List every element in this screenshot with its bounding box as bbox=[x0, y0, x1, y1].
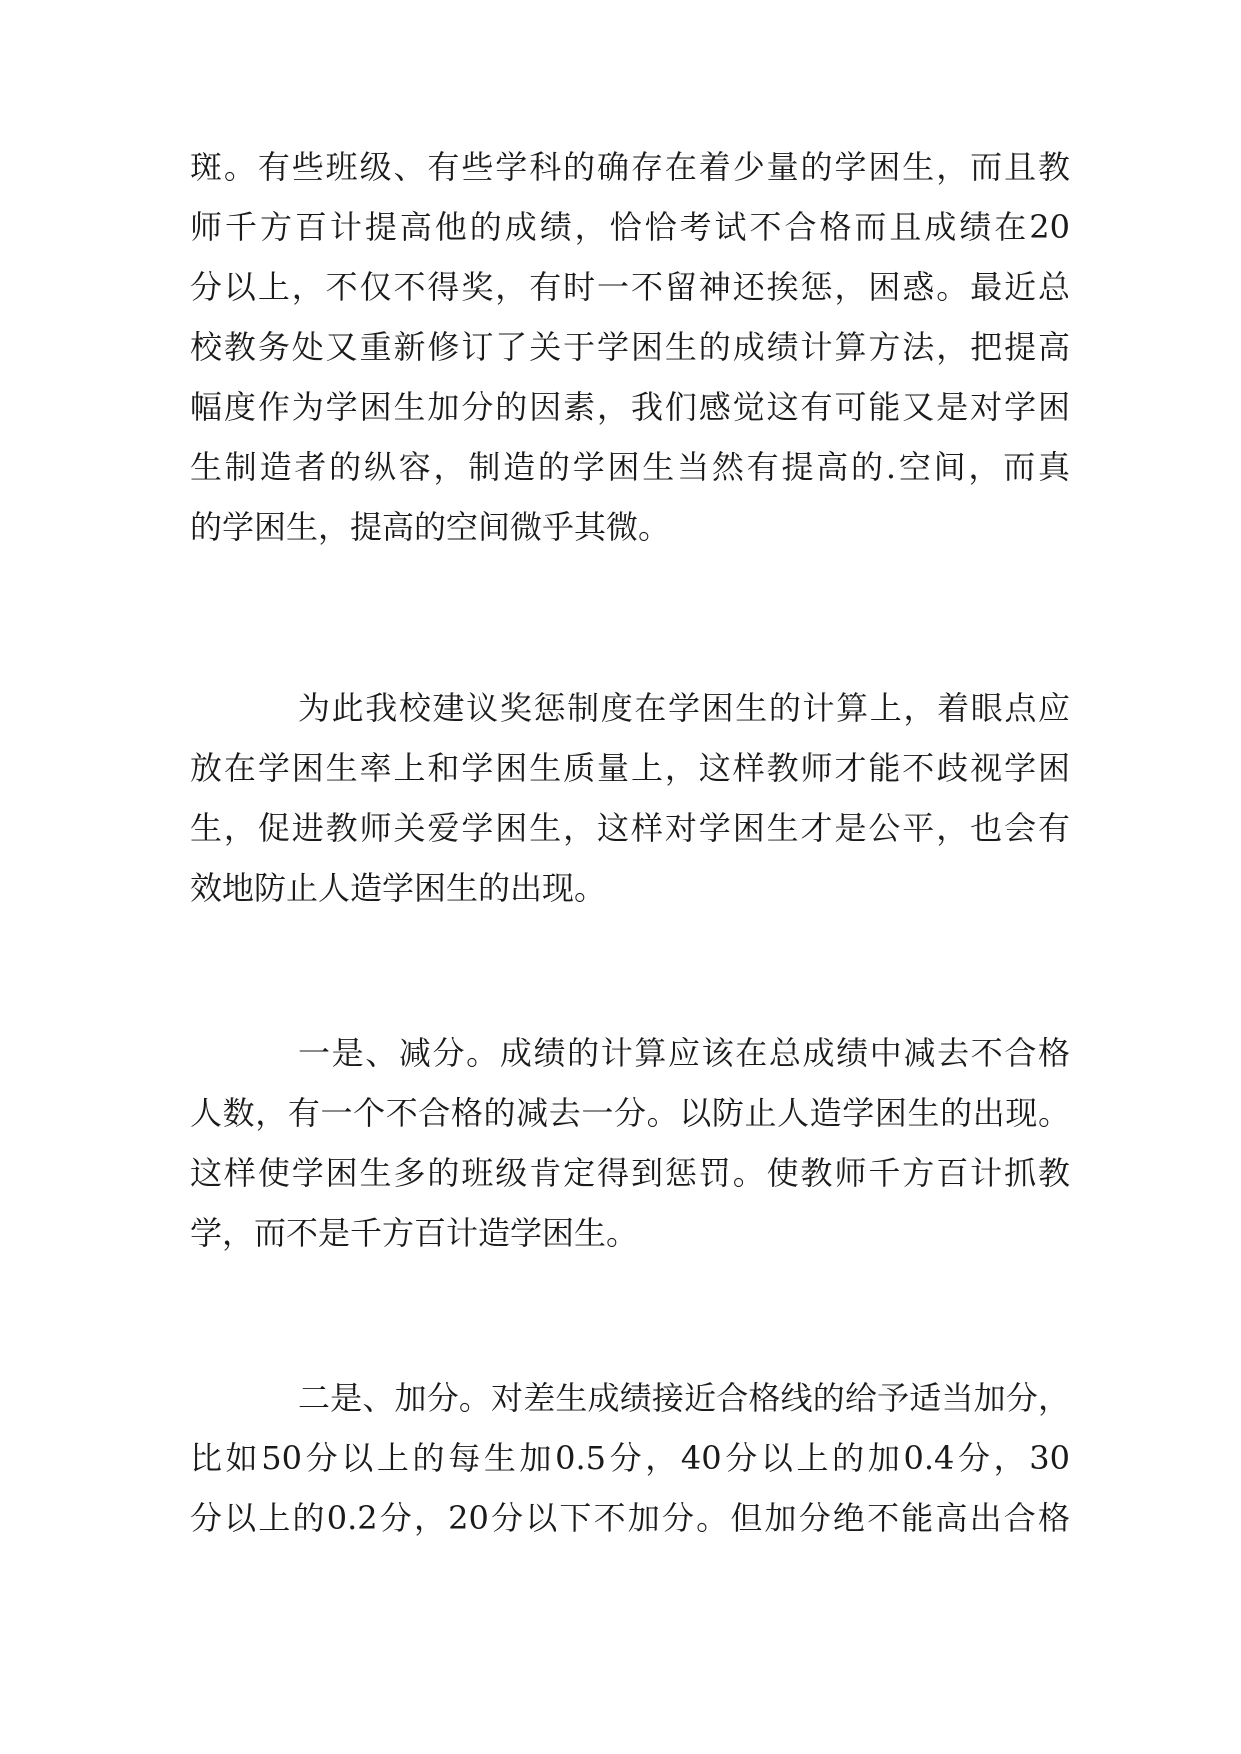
text-line: 一是、减分。成绩的计算应该在总成绩中减去不合格 bbox=[298, 1034, 1070, 1072]
text-line: 生制造者的纵容，制造的学困生当然有提高的.空间，而真 bbox=[190, 448, 1070, 486]
text-line: 分以上的0.2分，20分以下不加分。但加分绝不能高出合格 bbox=[190, 1499, 1070, 1537]
text-line: 二是、加分。对差生成绩接近合格线的给予适当加分， bbox=[298, 1379, 1070, 1417]
text-line: 幅度作为学困生加分的因素，我们感觉这有可能又是对学困 bbox=[190, 388, 1070, 426]
text-line: 生，促进教师关爱学困生，这样对学困生才是公平，也会有 bbox=[190, 809, 1070, 847]
text-line: 比如50分以上的每生加0.5分，40分以上的加0.4分，30 bbox=[190, 1439, 1070, 1477]
paragraph-3 bbox=[190, 1023, 1070, 1263]
paragraph-4 bbox=[190, 1368, 1070, 1548]
paragraph-2 bbox=[190, 678, 1070, 918]
text-line: 校教务处又重新修订了关于学困生的成绩计算方法，把提高 bbox=[190, 328, 1070, 366]
text-line: 学，而不是千方百计造学困生。 bbox=[190, 1214, 639, 1252]
paragraph-1 bbox=[190, 137, 1070, 557]
text-line: 为此我校建议奖惩制度在学困生的计算上，着眼点应 bbox=[298, 689, 1070, 727]
text-line: 人数，有一个不合格的减去一分。以防止人造学困生的出现。 bbox=[190, 1094, 1070, 1132]
text-line: 斑。有些班级、有些学科的确存在着少量的学困生，而且教 bbox=[190, 148, 1070, 186]
text-line: 师千方百计提高他的成绩，恰恰考试不合格而且成绩在20 bbox=[190, 208, 1070, 246]
text-line: 效地防止人造学困生的出现。 bbox=[190, 869, 607, 907]
text-line: 这样使学困生多的班级肯定得到惩罚。使教师千方百计抓教 bbox=[190, 1154, 1070, 1192]
text-line: 的学困生，提高的空间微乎其微。 bbox=[190, 508, 671, 546]
text-line: 分以上，不仅不得奖，有时一不留神还挨惩，困惑。最近总 bbox=[190, 268, 1070, 306]
text-line: 放在学困生率上和学困生质量上，这样教师才能不歧视学困 bbox=[190, 749, 1070, 787]
